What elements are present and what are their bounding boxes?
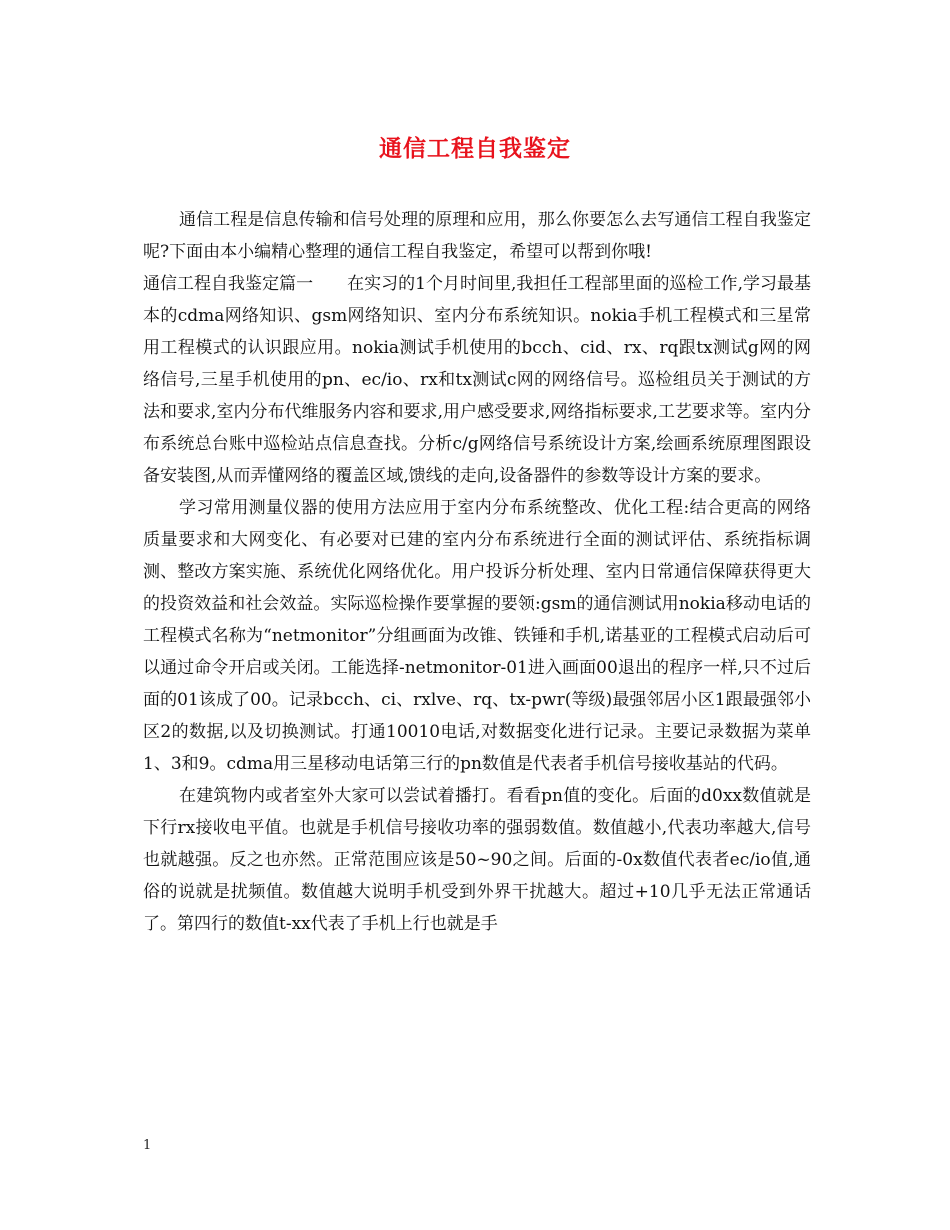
- paragraph-1-text: 在实习的1个月时间里,我担任工程部里面的巡检工作,学习最基本的cdma网络知识、gsm网络知识、室内分布系统知识。nokia手机工程模式和三星常用工程模式的认识跟应用。nokia测试手机使用的bcch、cid、rx、rq跟tx测试g网的网络信号,三星手机使用的pn、ec/io、rx和tx测试c网的网络信号。巡检组员关于测试的方法和要求,室内分布代维服务内容和要求,用户感受要求,网络指标要求,工艺要求等。室内分布系统总台账中巡检站点信息查找。分析c/g网络信号系统设计方案,绘画系统原理图跟设备安装图,从而弄懂网络的覆盖区域,馈线的走向,设备器件的参数等设计方案的要求。: [143, 274, 812, 486]
- section-heading: 通信工程自我鉴定篇一: [143, 274, 314, 294]
- intro-paragraph: 通信工程是信息传输和信号处理的原理和应用，那么你要怎么去写通信工程自我鉴定呢?下面由本小编精心整理的通信工程自我鉴定，希望可以帮到你哦!: [143, 210, 811, 262]
- page-number: 1: [143, 1138, 152, 1153]
- document-body: [143, 204, 811, 940]
- section-paragraph-1: [143, 268, 811, 492]
- paragraph-3: 在建筑物内或者室外大家可以尝试着播打。看看pn值的变化。后面的d0xx数值就是下行rx接收电平值。也就是手机信号接收功率的强弱数值。数值越小,代表功率越大,信号也就越强。反之也亦然。正常范围应该是50~90之间。后面的-0x数值代表者ec/io值,通俗的说就是扰频值。数值越大说明手机受到外界干扰越大。超过+10几乎无法正常通话了。第四行的数值t-xx代表了手机上行也就是手: [143, 786, 811, 934]
- paragraph-2: 学习常用测量仪器的使用方法应用于室内分布系统整改、优化工程:结合更高的网络质量要求和大网变化、有必要对已建的室内分布系统进行全面的测试评估、系统指标调测、整改方案实施、系统优化网络优化。用户投诉分析处理、室内日常通信保障获得更大的投资效益和社会效益。实际巡检操作要掌握的要领:gsm的通信测试用nokia移动电话的工程模式名称为“netmonitor”分组画面为改锥、铁锤和手机,诺基亚的工程模式启动后可以通过命令开启或关闭。工能选择-netmonitor-01进入画面00退出的程序一样,只不过后面的01该成了00。记录bcch、ci、rxlve、rq、tx-pwr(等级)最强邻居小区1跟最强邻小区2的数据,以及切换测试。打通10010电话,对数据变化进行记录。主要记录数据为菜单1、3和9。cdma用三星移动电话第三行的pn数值是代表者手机信号接收基站的代码。: [143, 498, 811, 774]
- document-title: 通信工程自我鉴定: [379, 135, 571, 162]
